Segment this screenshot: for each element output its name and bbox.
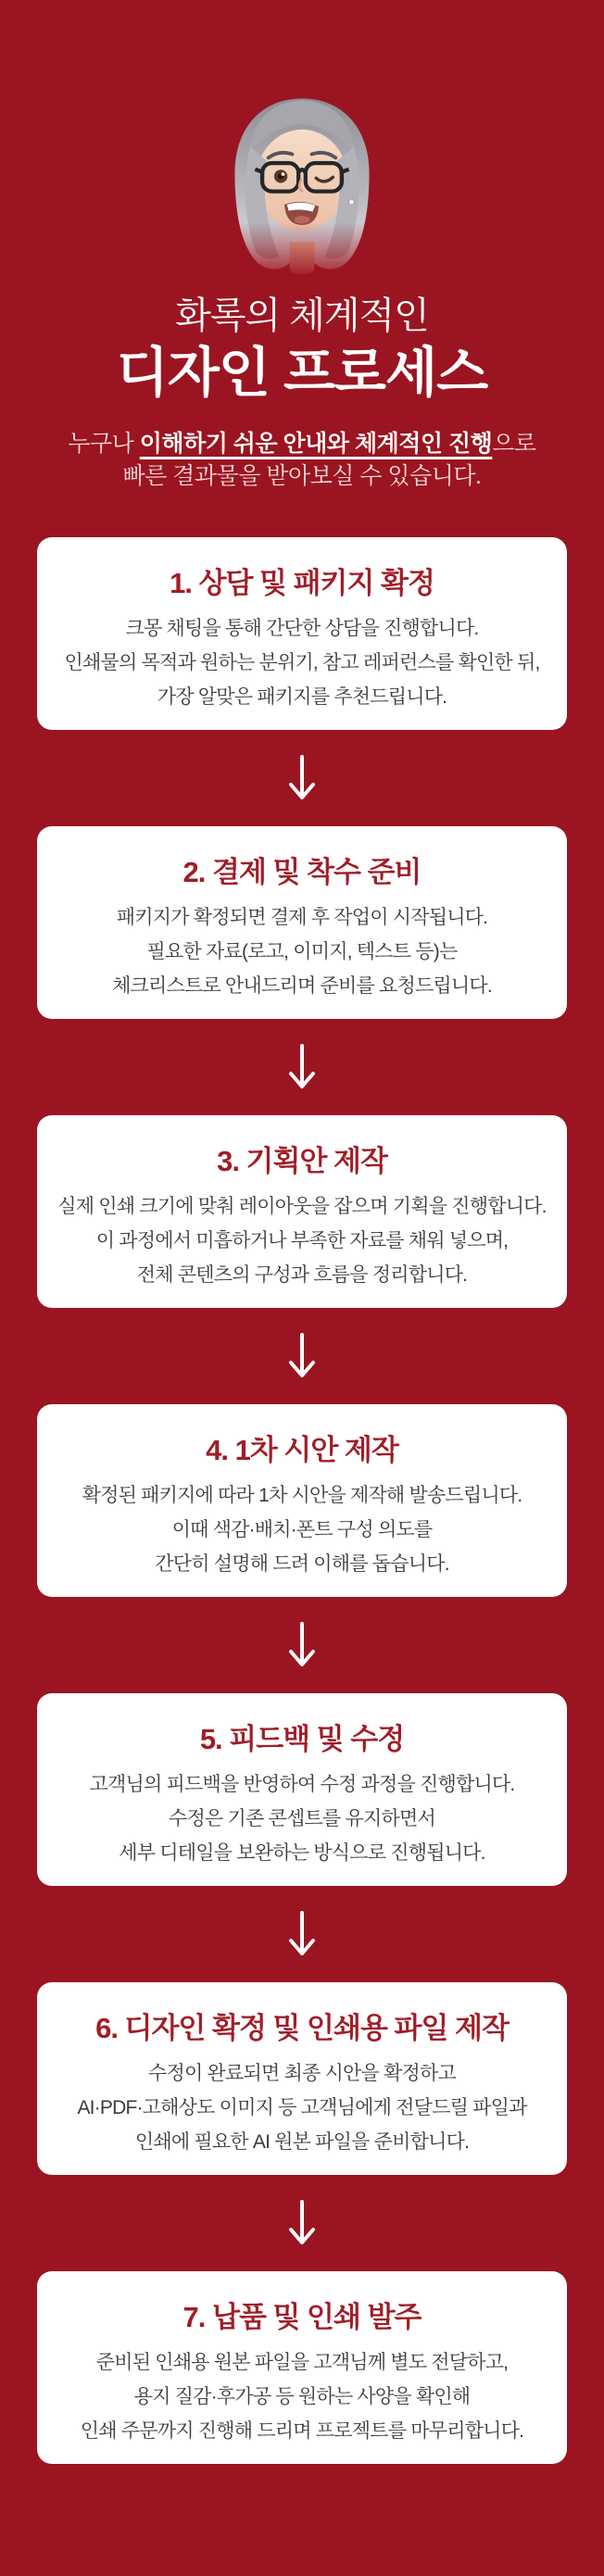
step-4-line-2: 이때 색감·배치·폰트 구성 의도를 [171, 1519, 433, 1540]
step-6-line-1: 수정이 완료되면 최종 시안을 확정하고 [148, 2063, 456, 2084]
step-5-title: 5. 피드백 및 수정 [199, 1723, 405, 1755]
process-flow [37, 537, 567, 2557]
flow-arrow-5 [286, 1886, 318, 1982]
step-2-title: 2. 결제 및 착수 준비 [182, 856, 422, 888]
subtitle-emphasis: 이해하기 쉬운 안내와 체계적인 진행 [139, 431, 493, 457]
step-3-line-1: 실제 인쇄 크기에 맞춰 레이아웃을 잡으며 기획을 진행합니다. [57, 1196, 547, 1217]
down-arrow-icon [286, 1333, 318, 1379]
flow-arrow-4 [286, 1597, 318, 1693]
step-4-title: 4. 1차 시안 제작 [206, 1434, 398, 1466]
step-card-3 [37, 1115, 567, 1308]
down-arrow-icon [286, 1622, 318, 1668]
step-card-4 [37, 1404, 567, 1597]
step-5-line-2: 수정은 기존 콘셉트를 유지하면서 [169, 1808, 435, 1829]
step-card-1 [37, 537, 567, 730]
subtitle-suffix: 으로 [492, 431, 536, 457]
flow-arrow-3 [286, 1308, 318, 1404]
step-2-line-2: 필요한 자료(로고, 이미지, 텍스트 등)는 [146, 941, 458, 962]
down-arrow-icon [286, 2200, 318, 2246]
flow-arrow-6 [286, 2175, 318, 2271]
step-2-line-3: 체크리스트로 안내드리며 준비를 요청드립니다. [112, 975, 492, 997]
step-7-title: 7. 납품 및 인쇄 발주 [182, 2301, 422, 2333]
step-7-line-2: 용지 질감·후가공 등 원하는 사양을 확인해 [133, 2386, 471, 2407]
subtitle-prefix: 누구나 [68, 431, 140, 457]
step-5-line-1: 고객님의 피드백을 반영하여 수정 과정을 진행합니다. [89, 1774, 515, 1795]
subtitle-line2: 빠른 결과물을 받아보실 수 있습니다. [122, 463, 482, 489]
page-title [117, 282, 487, 404]
step-card-6 [37, 1982, 567, 2175]
page-header [68, 0, 535, 493]
down-arrow-icon [286, 1044, 318, 1090]
step-card-5 [37, 1693, 567, 1886]
flow-arrow-1 [286, 730, 318, 826]
step-7-line-3: 인쇄 주문까지 진행해 드리며 프로젝트를 마무리합니다. [80, 2420, 524, 2442]
page-title-line1: 화록의 체계적인 [175, 295, 429, 336]
step-card-7 [37, 2271, 567, 2464]
avatar [205, 85, 399, 282]
down-arrow-icon [286, 1911, 318, 1957]
step-4-line-1: 확정된 패키지에 따라 1차 시안을 제작해 발송드립니다. [82, 1485, 522, 1506]
step-3-title: 3. 기획안 제작 [217, 1145, 387, 1177]
step-2-line-1: 패키지가 확정되면 결제 후 작업이 시작됩니다. [116, 907, 488, 928]
step-1-title: 1. 상담 및 패키지 확정 [170, 567, 434, 599]
step-6-title: 6. 디자인 확정 및 인쇄용 파일 제작 [95, 2012, 509, 2044]
step-1-line-3: 가장 알맞은 패키지를 추천드립니다. [157, 686, 447, 708]
memoji-woman-wink-icon [205, 85, 399, 282]
step-1-line-2: 인쇄물의 목적과 원하는 분위기, 참고 레퍼런스를 확인한 뒤, [64, 652, 540, 673]
step-3-line-3: 전체 콘텐츠의 구성과 흐름을 정리합니다. [136, 1264, 468, 1286]
step-3-line-2: 이 과정에서 미흡하거나 부족한 자료를 채워 넣으며, [95, 1230, 509, 1251]
flow-arrow-2 [286, 1019, 318, 1115]
step-4-line-3: 간단히 설명해 드려 이해를 돕습니다. [155, 1553, 449, 1575]
page-title-line2: 디자인 프로세스 [116, 343, 488, 403]
step-5-line-3: 세부 디테일을 보완하는 방식으로 진행됩니다. [119, 1842, 485, 1864]
step-card-2 [37, 826, 567, 1019]
step-1-line-1: 크몽 채팅을 통해 간단한 상담을 진행합니다. [125, 618, 479, 639]
down-arrow-icon [286, 755, 318, 801]
step-6-line-2: AI·PDF·고해상도 이미지 등 고객님에게 전달드릴 파일과 [77, 2097, 527, 2118]
step-6-line-3: 인쇄에 필요한 AI 원본 파일을 준비합니다. [134, 2131, 470, 2153]
page-subtitle [68, 428, 535, 493]
step-7-line-1: 준비된 인쇄용 원본 파일을 고객님께 별도 전달하고, [95, 2352, 509, 2373]
